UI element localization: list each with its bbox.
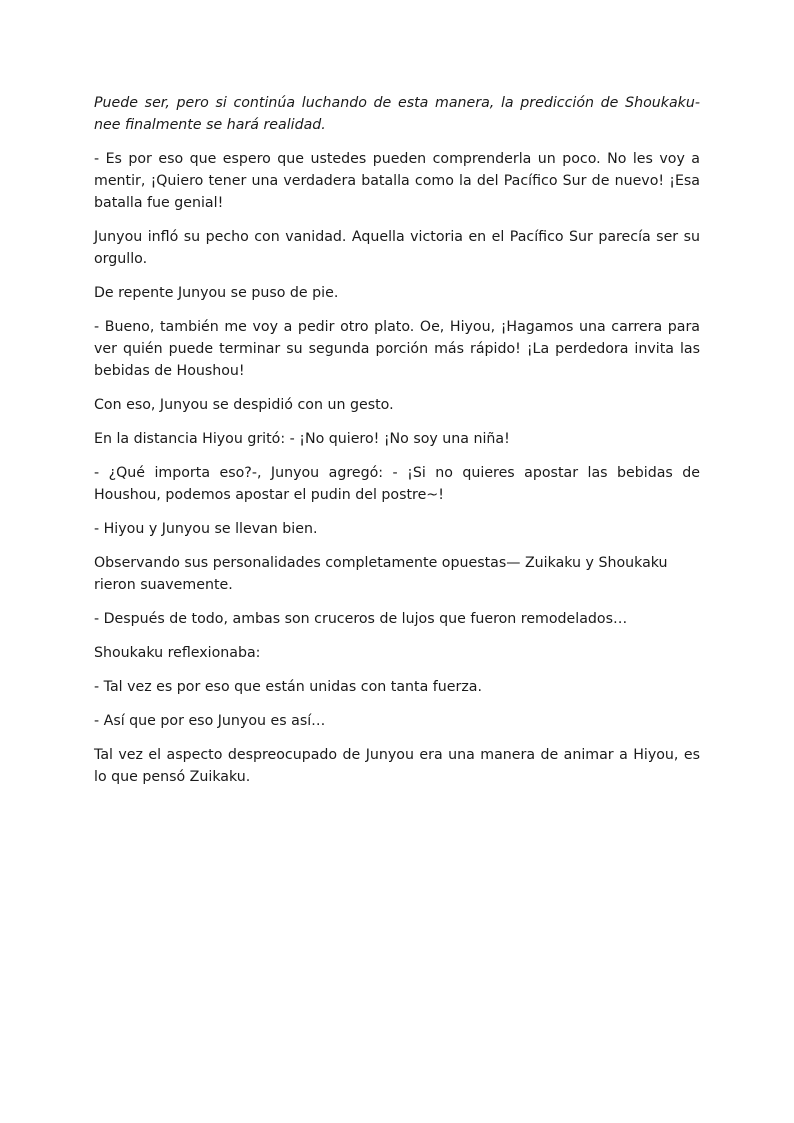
paragraph-dialogue: - Tal vez es por eso que están unidas con tanta fuerza. xyxy=(94,679,482,695)
paragraph-narration: Observando sus personalidades completamente opuestas— Zuikaku y Shoukaku rieron suavemente. xyxy=(94,555,668,593)
paragraph-italic-prediction: Puede ser, pero si continúa luchando de esta manera, la predicción de Shoukaku-nee finalmente se hará realidad. xyxy=(94,95,700,133)
paragraph-narration: Tal vez el aspecto despreocupado de Junyou era una manera de animar a Hiyou, es lo que pensó Zuikaku. xyxy=(94,747,700,785)
paragraph-narration: Junyou infló su pecho con vanidad. Aquella victoria en el Pacífico Sur parecía ser su orgullo. xyxy=(94,229,700,267)
paragraph-narration: Con eso, Junyou se despidió con un gesto. xyxy=(94,397,394,413)
paragraph-dialogue: - Después de todo, ambas son cruceros de lujos que fueron remodelados… xyxy=(94,611,628,627)
paragraph-dialogue: - ¿Qué importa eso?-, Junyou agregó: - ¡Si no quieres apostar las bebidas de Houshou, podemos apostar el pudin del postre~! xyxy=(94,465,700,503)
paragraph-dialogue: - Bueno, también me voy a pedir otro plato. Oe, Hiyou, ¡Hagamos una carrera para ver quién puede terminar su segunda porción más rápido! ¡La perdedora invita las bebidas de Houshou! xyxy=(94,319,700,379)
paragraph-narration: De repente Junyou se puso de pie. xyxy=(94,285,339,301)
paragraph-dialogue: - Es por eso que espero que ustedes pueden comprenderla un poco. No les voy a mentir, ¡Quiero tener una verdadera batalla como la del Pacífico Sur de nuevo! ¡Esa batalla fue genial! xyxy=(94,151,700,211)
paragraph-narration: Shoukaku reflexionaba: xyxy=(94,645,261,661)
paragraph-dialogue: - Hiyou y Junyou se llevan bien. xyxy=(94,521,318,537)
document-page xyxy=(94,92,700,800)
paragraph-dialogue: - Así que por eso Junyou es así… xyxy=(94,713,326,729)
paragraph-narration: En la distancia Hiyou gritó: - ¡No quiero! ¡No soy una niña! xyxy=(94,431,510,447)
